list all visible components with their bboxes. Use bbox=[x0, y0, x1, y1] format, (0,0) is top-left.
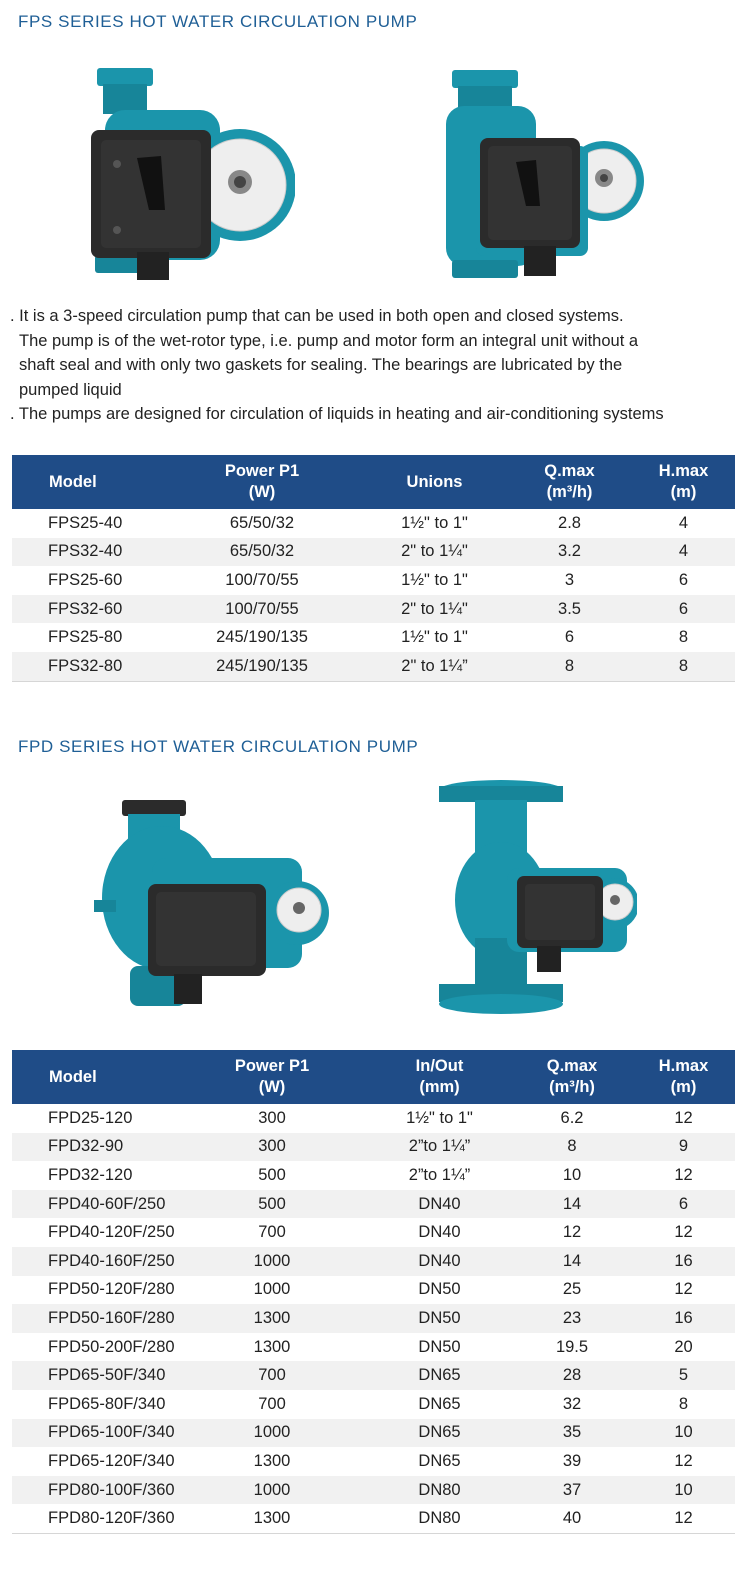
header-model: Model bbox=[12, 455, 162, 509]
cell-power: 1300 bbox=[177, 1304, 367, 1333]
cell-power: 1000 bbox=[177, 1247, 367, 1276]
table-row bbox=[12, 1361, 735, 1390]
cell-power: 245/190/135 bbox=[216, 628, 308, 647]
cell-qmax: 3.2 bbox=[507, 538, 632, 567]
cell-connection: DN65 bbox=[418, 1451, 461, 1470]
fps-description bbox=[10, 304, 740, 427]
header-inout: In/Out (mm) bbox=[367, 1050, 512, 1104]
fps-pump-photo-front bbox=[85, 60, 295, 285]
cell-qmax: 2.8 bbox=[558, 513, 581, 532]
cell-hmax: 5 bbox=[632, 1361, 735, 1390]
cell-connection: 1½" to 1" bbox=[401, 513, 468, 532]
cell-model: FPD32-120 bbox=[48, 1165, 133, 1184]
cell-qmax: 8 bbox=[507, 652, 632, 681]
cell-qmax: 25 bbox=[562, 1280, 582, 1299]
fpd-pump-photo-flanged bbox=[437, 778, 637, 1016]
cell-hmax: 12 bbox=[674, 1108, 693, 1127]
cell-power: 300 bbox=[177, 1133, 367, 1162]
table-row bbox=[12, 1190, 735, 1219]
cell-model: FPD80-100F/360 bbox=[12, 1476, 177, 1505]
cell-model: FPD65-80F/340 bbox=[48, 1394, 166, 1413]
cell-hmax: 6 bbox=[678, 570, 689, 589]
cell-power: 700 bbox=[258, 1394, 286, 1413]
cell-hmax: 4 bbox=[678, 513, 689, 532]
description-line: The pump is of the wet-rotor type, i.e. pump and motor form an integral unit without a bbox=[19, 331, 639, 350]
cell-power: 1300 bbox=[253, 1337, 291, 1356]
cell-hmax: 8 bbox=[678, 1394, 689, 1413]
table-row bbox=[12, 1276, 735, 1305]
cell-connection: DN65 bbox=[367, 1361, 512, 1390]
header-qmax: Q.max (m³/h) bbox=[512, 1050, 632, 1104]
cell-hmax: 20 bbox=[674, 1337, 693, 1356]
header-unions: Unions bbox=[362, 455, 507, 509]
cell-connection: 2”to 1¼” bbox=[367, 1133, 512, 1162]
cell-power: 1000 bbox=[253, 1280, 291, 1299]
cell-hmax: 12 bbox=[674, 1280, 693, 1299]
cell-hmax: 10 bbox=[632, 1476, 735, 1505]
cell-hmax: 8 bbox=[632, 652, 735, 681]
cell-qmax: 8 bbox=[512, 1133, 632, 1162]
table-row bbox=[12, 1419, 735, 1448]
header-hmax: H.max (m) bbox=[632, 455, 735, 509]
fps-section-title: FPS SERIES HOT WATER CIRCULATION PUMP bbox=[18, 12, 418, 31]
table-row bbox=[12, 623, 735, 652]
cell-hmax: 16 bbox=[632, 1247, 735, 1276]
cell-connection: 1½" to 1" bbox=[401, 628, 468, 647]
cell-power: 700 bbox=[177, 1361, 367, 1390]
cell-qmax: 32 bbox=[562, 1394, 582, 1413]
cell-connection: 1½" to 1" bbox=[401, 570, 468, 589]
cell-model: FPD40-160F/250 bbox=[12, 1247, 177, 1276]
cell-qmax: 6 bbox=[564, 628, 575, 647]
cell-power: 65/50/32 bbox=[229, 513, 295, 532]
cell-hmax: 4 bbox=[632, 538, 735, 567]
cell-hmax: 6 bbox=[632, 1190, 735, 1219]
cell-connection: 2" to 1¼” bbox=[362, 652, 507, 681]
cell-power: 1000 bbox=[177, 1476, 367, 1505]
cell-connection: DN80 bbox=[367, 1504, 512, 1533]
cell-power: 300 bbox=[258, 1108, 286, 1127]
cell-qmax: 37 bbox=[512, 1476, 632, 1505]
table-row bbox=[12, 1304, 735, 1333]
cell-model: FPD32-90 bbox=[12, 1133, 177, 1162]
cell-connection: DN65 bbox=[418, 1394, 461, 1413]
cell-qmax: 35 bbox=[512, 1419, 632, 1448]
description-line: . It is a 3-speed circulation pump that can be used in both open and closed systems. bbox=[10, 307, 624, 325]
table-row bbox=[12, 595, 735, 624]
cell-connection: DN50 bbox=[367, 1304, 512, 1333]
cell-qmax: 10 bbox=[562, 1165, 582, 1184]
cell-model: FPD50-160F/280 bbox=[12, 1304, 177, 1333]
description-line: pumped liquid bbox=[19, 380, 122, 399]
cell-connection: 2" to 1¼" bbox=[362, 595, 507, 624]
cell-hmax: 12 bbox=[632, 1504, 735, 1533]
cell-connection: 2" to 1¼" bbox=[362, 538, 507, 567]
cell-qmax: 6.2 bbox=[560, 1108, 584, 1127]
header-model: Model bbox=[12, 1050, 177, 1104]
cell-power: 100/70/55 bbox=[225, 570, 299, 589]
cell-connection: DN65 bbox=[367, 1419, 512, 1448]
table-header-row bbox=[12, 455, 735, 509]
cell-connection: 1½" to 1" bbox=[406, 1108, 473, 1127]
cell-model: FPS32-40 bbox=[12, 538, 162, 567]
cell-connection: DN40 bbox=[367, 1190, 512, 1219]
cell-qmax: 3.5 bbox=[507, 595, 632, 624]
cell-power: 500 bbox=[258, 1165, 286, 1184]
table-row bbox=[12, 1333, 735, 1362]
cell-hmax: 12 bbox=[674, 1451, 693, 1470]
fpd-spec-table bbox=[12, 1050, 735, 1534]
table-row bbox=[12, 1133, 735, 1162]
cell-qmax: 40 bbox=[512, 1504, 632, 1533]
cell-connection: 2”to 1¼” bbox=[408, 1165, 471, 1184]
cell-model: FPS32-80 bbox=[12, 652, 162, 681]
cell-model: FPS25-40 bbox=[48, 513, 123, 532]
table-row bbox=[12, 1218, 735, 1247]
cell-hmax: 10 bbox=[632, 1419, 735, 1448]
cell-qmax: 19.5 bbox=[555, 1337, 589, 1356]
header-power: Power P1 (W) bbox=[162, 455, 362, 509]
cell-hmax: 16 bbox=[632, 1304, 735, 1333]
cell-power: 1300 bbox=[177, 1504, 367, 1533]
cell-power: 100/70/55 bbox=[162, 595, 362, 624]
cell-hmax: 12 bbox=[674, 1223, 693, 1242]
cell-qmax: 14 bbox=[512, 1247, 632, 1276]
fps-pump-photo-angle bbox=[432, 66, 647, 286]
table-row bbox=[12, 1447, 735, 1476]
cell-qmax: 23 bbox=[512, 1304, 632, 1333]
table-row bbox=[12, 1104, 735, 1133]
cell-connection: DN40 bbox=[367, 1247, 512, 1276]
cell-power: 1300 bbox=[253, 1451, 291, 1470]
cell-model: FPS25-60 bbox=[48, 570, 123, 589]
cell-power: 245/190/135 bbox=[162, 652, 362, 681]
table-row bbox=[12, 538, 735, 567]
description-line: . The pumps are designed for circulation of liquids in heating and air-conditioning systems bbox=[10, 405, 664, 423]
header-power: Power P1 (W) bbox=[177, 1050, 367, 1104]
cell-connection: DN50 bbox=[418, 1280, 461, 1299]
header-qmax: Q.max (m³/h) bbox=[507, 455, 632, 509]
cell-power: 65/50/32 bbox=[162, 538, 362, 567]
table-row bbox=[12, 1476, 735, 1505]
cell-connection: DN50 bbox=[418, 1337, 461, 1356]
cell-hmax: 9 bbox=[632, 1133, 735, 1162]
cell-model: FPD25-120 bbox=[48, 1108, 133, 1127]
cell-qmax: 3 bbox=[564, 570, 575, 589]
cell-hmax: 8 bbox=[678, 628, 689, 647]
cell-model: FPD50-200F/280 bbox=[48, 1337, 175, 1356]
cell-model: FPD40-120F/250 bbox=[48, 1223, 175, 1242]
cell-model: FPD40-60F/250 bbox=[12, 1190, 177, 1219]
table-row bbox=[12, 1161, 735, 1190]
fpd-pump-photo-front bbox=[92, 798, 332, 1013]
cell-connection: DN40 bbox=[418, 1223, 461, 1242]
cell-power: 700 bbox=[258, 1223, 286, 1242]
cell-connection: DN80 bbox=[367, 1476, 512, 1505]
cell-power: 1000 bbox=[177, 1419, 367, 1448]
fps-spec-table bbox=[12, 455, 735, 682]
cell-power: 500 bbox=[177, 1190, 367, 1219]
cell-model: FPD65-100F/340 bbox=[12, 1419, 177, 1448]
cell-model: FPD50-120F/280 bbox=[48, 1280, 175, 1299]
cell-hmax: 12 bbox=[674, 1165, 693, 1184]
table-row bbox=[12, 1247, 735, 1276]
cell-qmax: 14 bbox=[512, 1190, 632, 1219]
cell-hmax: 6 bbox=[632, 595, 735, 624]
cell-qmax: 39 bbox=[562, 1451, 582, 1470]
header-hmax: H.max (m) bbox=[632, 1050, 735, 1104]
table-row bbox=[12, 509, 735, 538]
table-row bbox=[12, 1504, 735, 1533]
description-line: shaft seal and with only two gaskets for sealing. The bearings are lubricated by the bbox=[19, 356, 623, 374]
table-row bbox=[12, 652, 735, 681]
cell-model: FPS32-60 bbox=[12, 595, 162, 624]
table-header-row bbox=[12, 1050, 735, 1104]
cell-model: FPD80-120F/360 bbox=[12, 1504, 177, 1533]
table-row bbox=[12, 566, 735, 595]
cell-model: FPS25-80 bbox=[48, 628, 123, 647]
table-row bbox=[12, 1390, 735, 1419]
cell-qmax: 28 bbox=[512, 1361, 632, 1390]
fpd-section-title: FPD SERIES HOT WATER CIRCULATION PUMP bbox=[18, 737, 419, 756]
cell-model: FPD65-120F/340 bbox=[48, 1451, 175, 1470]
cell-qmax: 12 bbox=[562, 1223, 582, 1242]
cell-model: FPD65-50F/340 bbox=[12, 1361, 177, 1390]
